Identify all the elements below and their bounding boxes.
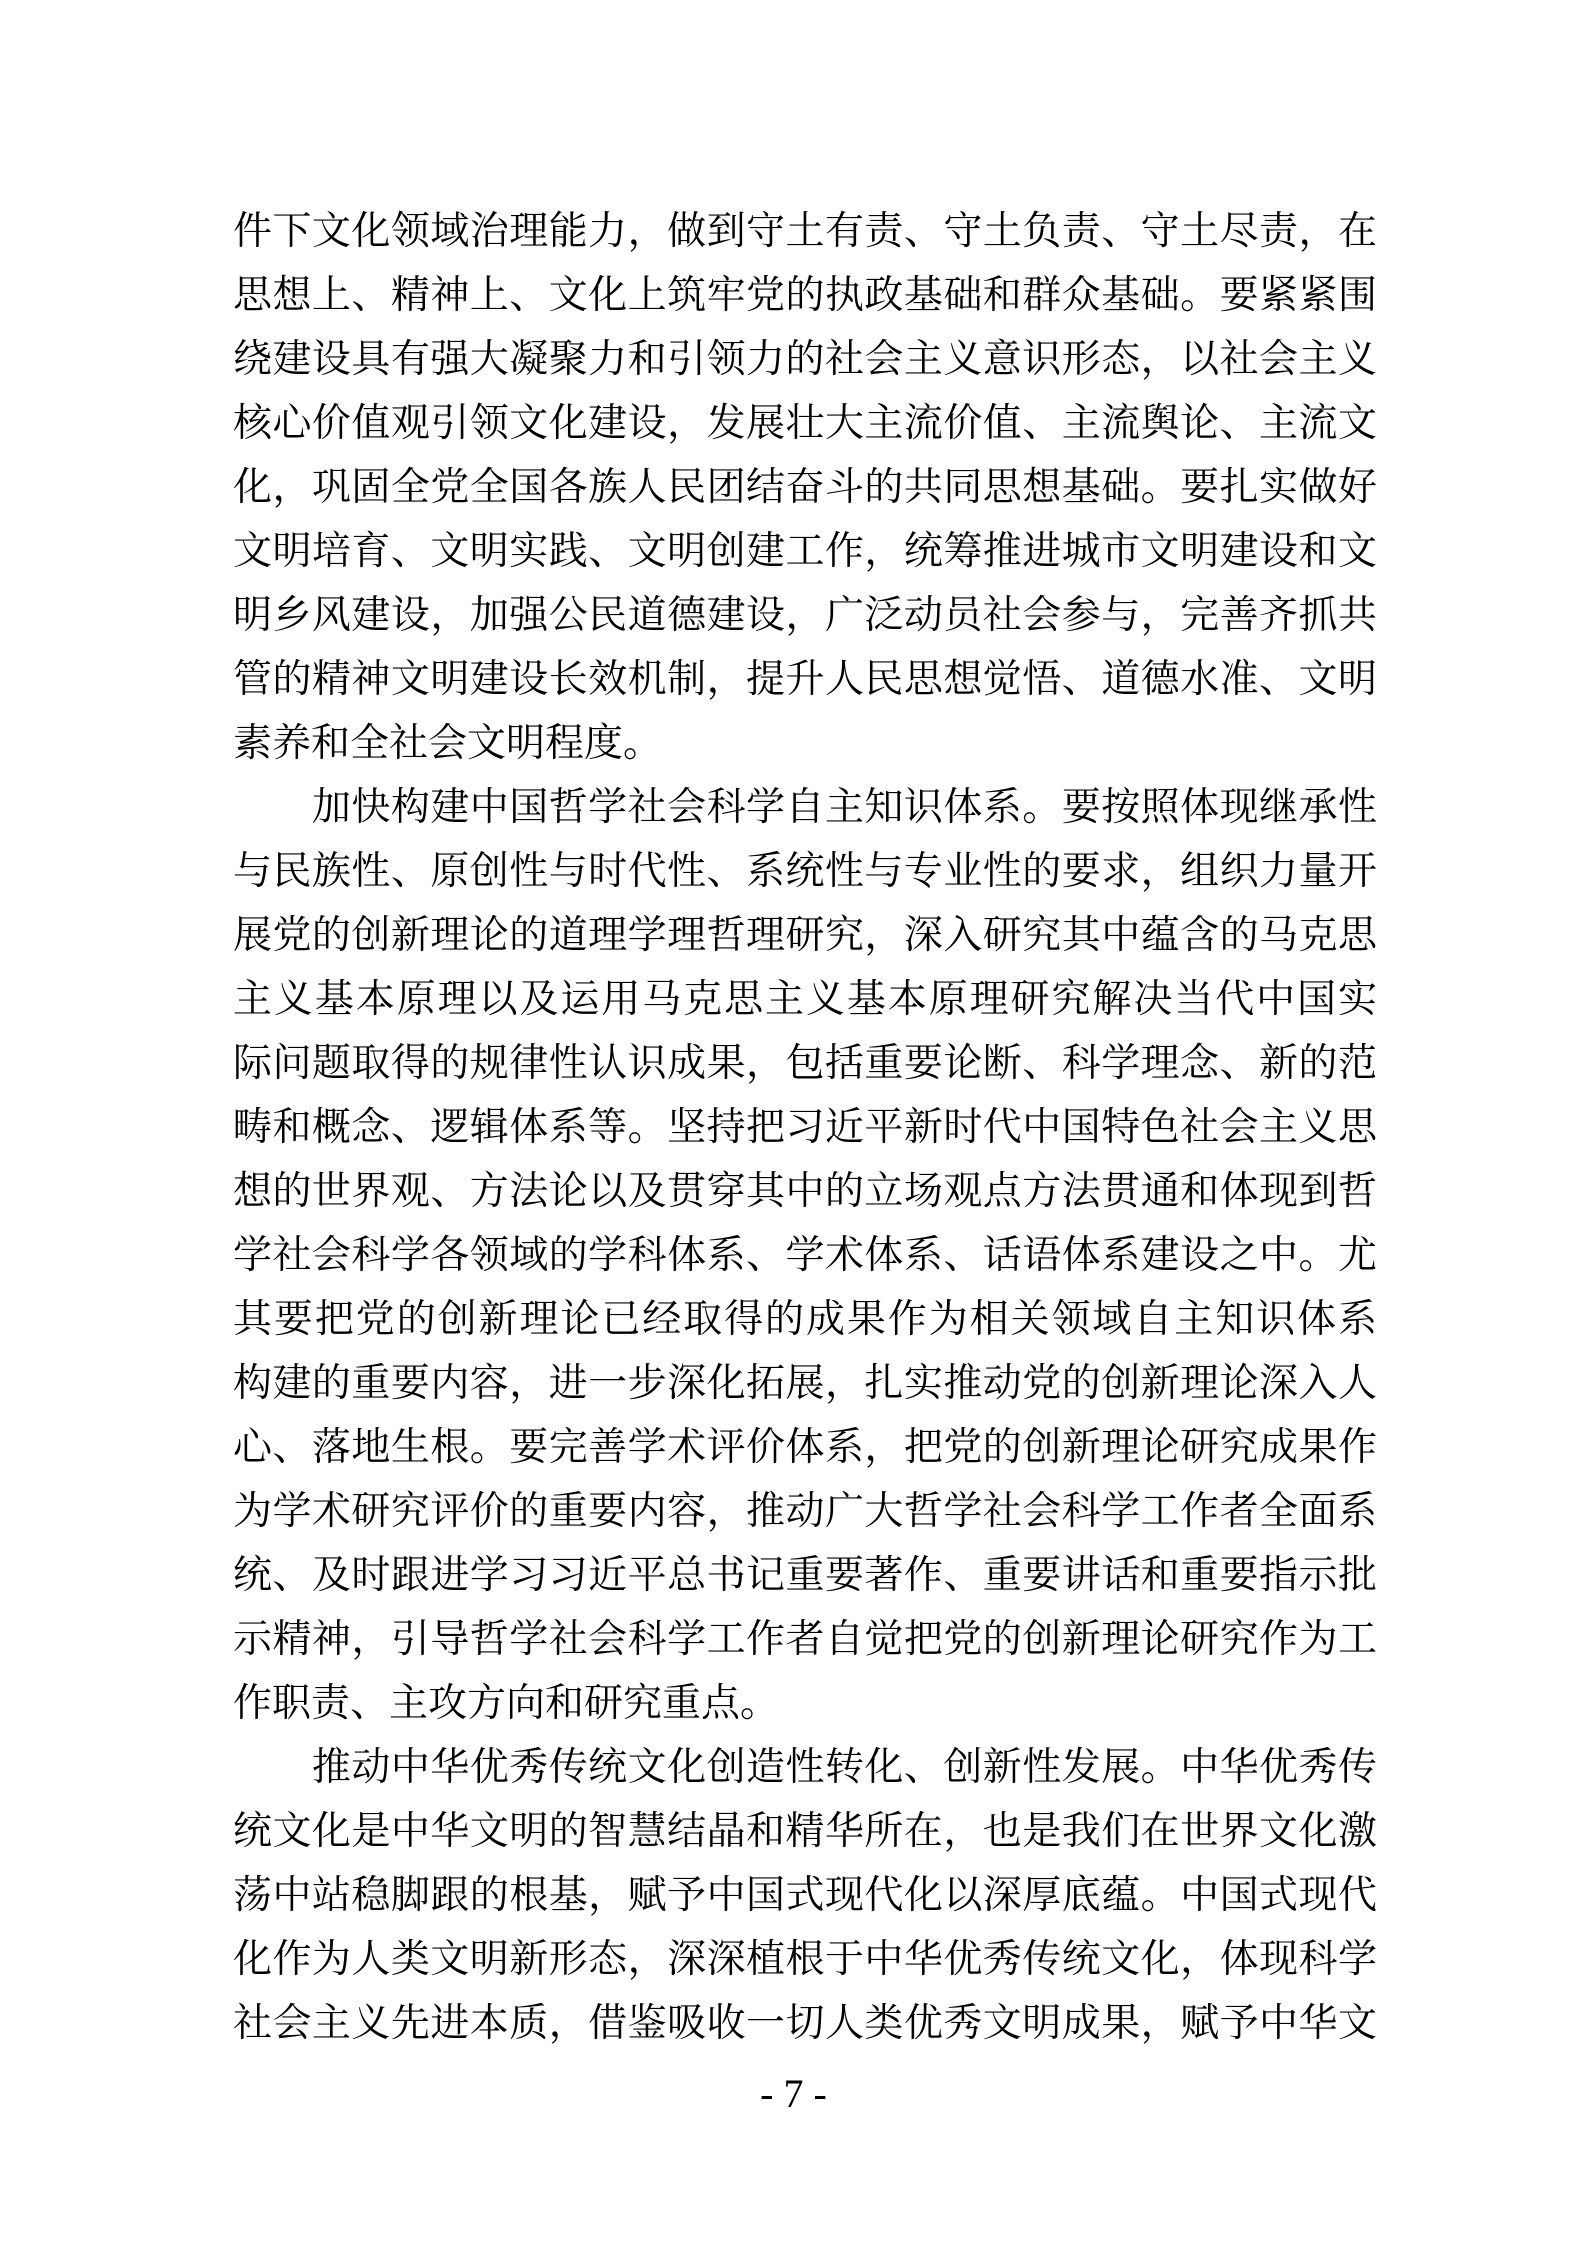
text-line: 文明培育、文明实践、文明创建工作，统筹推进城市文明建设和文 <box>233 530 1377 573</box>
text-line: 其要把党的创新理论已经取得的成果作为相关领域自主知识体系 <box>233 1298 1377 1341</box>
text-line: 与民族性、原创性与时代性、系统性与专业性的要求，组织力量开 <box>233 850 1377 893</box>
page-number: - 7 - <box>760 2071 827 2116</box>
text-line: 化作为人类文明新形态，深深植根于中华优秀传统文化，体现科学 <box>233 1938 1377 1981</box>
text-line: 学社会科学各领域的学科体系、学术体系、话语体系建设之中。尤 <box>233 1234 1377 1277</box>
text-line: 际问题取得的规律性认识成果，包括重要论断、科学理念、新的范 <box>233 1042 1377 1085</box>
text-line: 荡中站稳脚跟的根基，赋予中国式现代化以深厚底蕴。中国式现代 <box>233 1874 1377 1917</box>
text-line: 核心价值观引领文化建设，发展壮大主流价值、主流舆论、主流文 <box>233 402 1377 445</box>
text-line: 统、及时跟进学习习近平总书记重要著作、重要讲话和重要指示批 <box>233 1554 1377 1597</box>
text-line: 思想上、精神上、文化上筑牢党的执政基础和群众基础。要紧紧围 <box>233 274 1377 317</box>
text-line: 示精神，引导哲学社会科学工作者自觉把党的创新理论研究作为工 <box>233 1618 1377 1661</box>
text-line: 想的世界观、方法论以及贯穿其中的立场观点方法贯通和体现到哲 <box>233 1170 1377 1213</box>
text-line: 为学术研究评价的重要内容，推动广大哲学社会科学工作者全面系 <box>233 1490 1377 1533</box>
text-line: 管的精神文明建设长效机制，提升人民思想觉悟、道德水准、文明 <box>233 658 1377 701</box>
text-line: 件下文化领域治理能力，做到守土有责、守土负责、守土尽责，在 <box>233 210 1377 253</box>
text-line: 作职责、主攻方向和研究重点。 <box>233 1682 780 1725</box>
text-line: 化，巩固全党全国各族人民团结奋斗的共同思想基础。要扎实做好 <box>233 466 1377 509</box>
text-line: 素养和全社会文明程度。 <box>233 722 663 765</box>
text-line: 社会主义先进本质，借鉴吸收一切人类优秀文明成果，赋予中华文 <box>233 2002 1377 2045</box>
text-line: 构建的重要内容，进一步深化拓展，扎实推动党的创新理论深入人 <box>233 1362 1377 1405</box>
text-line: 心、落地生根。要完善学术评价体系，把党的创新理论研究成果作 <box>233 1426 1377 1469</box>
document-body-text <box>233 200 1377 2056</box>
text-line: 主义基本原理以及运用马克思主义基本原理研究解决当代中国实 <box>233 978 1377 1021</box>
text-line: 绕建设具有强大凝聚力和引领力的社会主义意识形态，以社会主义 <box>233 338 1377 381</box>
text-line: 畴和概念、逻辑体系等。坚持把习近平新时代中国特色社会主义思 <box>233 1106 1377 1149</box>
text-line: 推动中华优秀传统文化创造性转化、创新性发展。中华优秀传 <box>233 1746 1377 1789</box>
text-line: 统文化是中华文明的智慧结晶和精华所在，也是我们在世界文化激 <box>233 1810 1377 1853</box>
text-line: 明乡风建设，加强公民道德建设，广泛动员社会参与，完善齐抓共 <box>233 594 1377 637</box>
text-line: 加快构建中国哲学社会科学自主知识体系。要按照体现继承性 <box>233 786 1377 829</box>
text-line: 展党的创新理论的道理学理哲理研究，深入研究其中蕴含的马克思 <box>233 914 1377 957</box>
